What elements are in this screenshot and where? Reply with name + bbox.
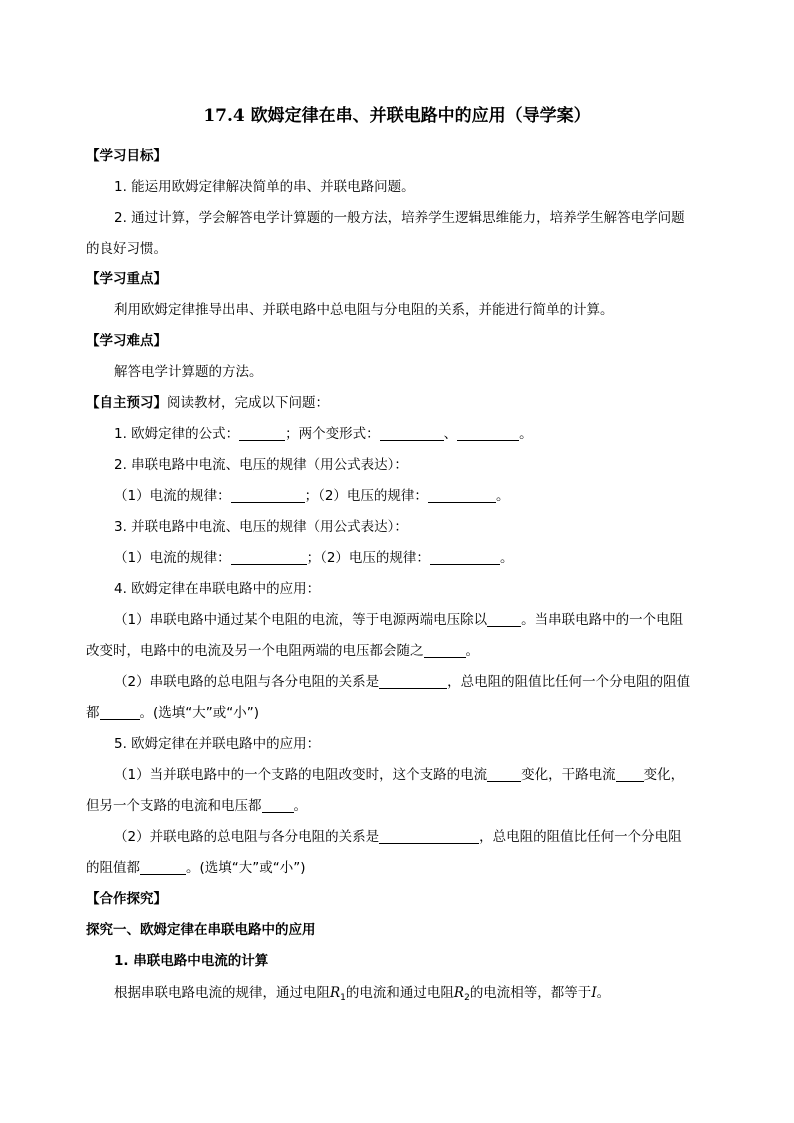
question-4-2-line-1 [114,672,794,692]
resistor-symbol-2: R [453,985,465,1001]
q3-text-a: （1）电流的规律： [114,550,231,566]
q5-1-blank-2[interactable] [616,766,644,782]
q1-text-d: 。 [519,426,533,442]
q5-1-text-b: 变化，干路电流 [521,767,616,783]
last-text-c: 的电流相等，都等于 [469,985,592,1001]
q1-text-c: 、 [443,426,458,442]
cooperation-heading: 【合作探究】 [86,891,167,907]
q4-1-text-a: （1）串联电路中通过某个电阻的电流，等于电源两端电压除以 [114,612,488,628]
key-heading: 【学习重点】 [86,271,167,287]
question-5: 5. 欧姆定律在并联电路中的应用： [114,736,321,752]
question-4-2-line-2 [86,703,794,723]
q4-1-text-d: 。 [465,643,479,659]
q4-2-blank-2[interactable] [100,704,140,720]
resistor-subscript-1: 1 [340,993,346,1003]
page-title: 17.4 欧姆定律在串、并联电路中的应用（导学案） [203,106,591,126]
q5-2-blank-1[interactable] [379,828,479,844]
question-5-1-line-2 [86,796,794,816]
q4-1-text-b: 。当串联电路中的一个电阻 [521,612,684,628]
q2-text-c: 。 [495,488,510,504]
q5-2-blank-2[interactable] [140,859,186,875]
difficulty-heading: 【学习难点】 [86,333,167,349]
resistor-subscript-2: 2 [464,993,470,1003]
q5-2-text-d: 。(选填“大”或“小”) [186,860,306,876]
q5-1-text-c: 变化， [643,767,685,783]
q2-blank-voltage[interactable] [428,487,496,503]
q5-1-text-d: 但另一个支路的电流和电压都 [86,798,262,814]
preview-heading: 【自主预习】 [86,395,167,411]
goal-2-line-1: 2. 通过计算，学会解答电学计算题的一般方法，培养学生逻辑思维能力，培养学生解答电学问题 [114,210,685,226]
question-1 [114,424,794,444]
goals-heading: 【学习目标】 [86,148,167,164]
preview-line [86,393,794,413]
q4-1-text-c: 改变时，电路中的电流及另一个电阻两端的电压都会随之 [86,643,424,659]
last-text-d: 。 [596,985,611,1001]
preview-intro: 阅读教材，完成以下问题： [167,395,329,411]
resistor-symbol-1: R [330,985,341,1001]
q5-2-text-c: 的阻值都 [86,860,140,876]
question-5-2-line-2 [86,858,794,878]
q4-2-blank-1[interactable] [379,673,447,689]
goal-2-line-2: 的良好习惯。 [86,241,167,257]
key-text: 利用欧姆定律推导出串、并联电路中总电阻与分电阻的关系，并能进行简单的计算。 [114,302,614,318]
q3-blank-voltage[interactable] [430,549,500,565]
q3-blank-current[interactable] [231,549,307,565]
q5-2-text-a: （2）并联电路的总电阻与各分电阻的关系是 [114,829,380,845]
explore-1-heading: 探究一、欧姆定律在串联电路中的应用 [86,922,316,938]
q4-2-text-c: 都 [86,705,100,721]
subsection-1-heading: 1. 串联电路中电流的计算 [114,953,269,969]
last-text-b: 的电流和通过电阻 [345,985,454,1001]
question-4: 4. 欧姆定律在串联电路中的应用： [114,581,321,597]
q5-2-text-b: ，总电阻的阻值比任何一个分电阻 [479,829,682,845]
q4-1-blank-1[interactable] [487,611,521,627]
q4-2-text-b: ，总电阻的阻值比任何一个分电阻的阻值 [447,674,691,690]
q1-blank-formula[interactable] [239,425,285,441]
question-5-2-line-1 [114,827,794,847]
last-text-a: 根据串联电路电流的规律，通过电阻 [114,985,330,1001]
question-5-1-line-1 [114,765,794,785]
difficulty-text: 解答电学计算题的方法。 [114,364,263,380]
question-2-answers [114,486,794,506]
q1-text-b: ；两个变形式： [285,426,380,442]
q3-text-c: 。 [499,550,514,566]
q1-text-a: 1. 欧姆定律的公式： [114,426,240,442]
q2-text-a: （1）电流的规律： [114,488,231,504]
question-3-answers [114,548,794,568]
question-2: 2. 串联电路中电流、电压的规律（用公式表达）： [114,457,408,473]
series-current-text [114,983,794,1003]
q4-2-text-a: （2）串联电路的总电阻与各分电阻的关系是 [114,674,380,690]
q2-text-b: ；（2）电压的规律： [304,488,428,504]
q5-1-blank-3[interactable] [262,797,294,813]
q4-2-text-d: 。(选填“大”或“小”) [139,705,260,721]
q5-1-text-e: 。 [293,798,307,814]
question-3: 3. 并联电路中电流、电压的规律（用公式表达）： [114,519,408,535]
q4-1-blank-2[interactable] [424,642,466,658]
q2-blank-current[interactable] [231,487,305,503]
q3-text-b: ；（2）电压的规律： [306,550,430,566]
question-4-1-line-1 [114,610,794,630]
q1-blank-variant-2[interactable] [457,425,519,441]
q5-1-text-a: （1）当并联电路中的一个支路的电阻改变时，这个支路的电流 [114,767,488,783]
question-4-1-line-2 [86,641,794,661]
goal-1: 1. 能运用欧姆定律解决简单的串、并联电路问题。 [114,179,415,195]
q5-1-blank-1[interactable] [487,766,521,782]
q1-blank-variant-1[interactable] [380,425,444,441]
current-symbol: I [591,985,597,1001]
